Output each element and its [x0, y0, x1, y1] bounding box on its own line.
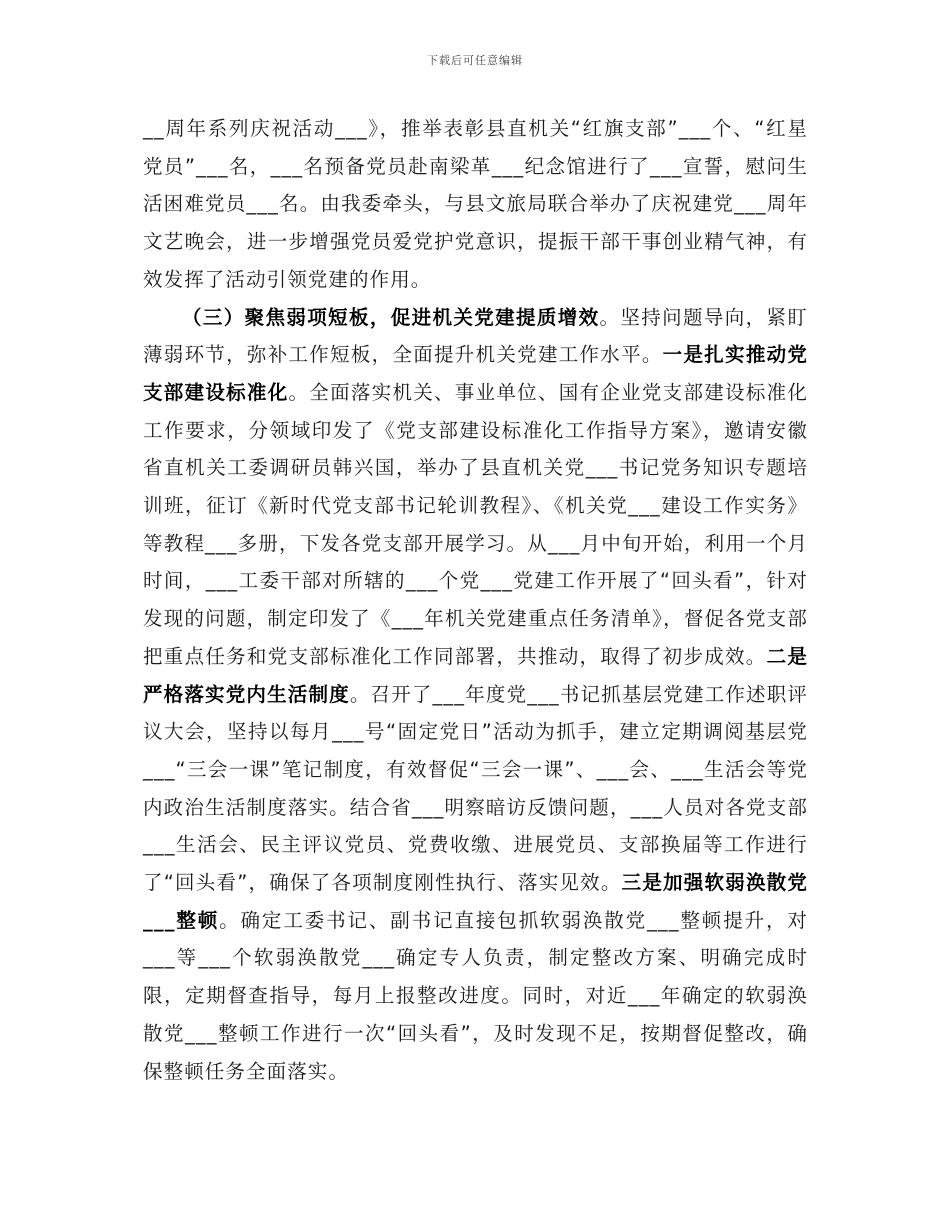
item-3-title: 三是加强软弱涣散党___整顿	[143, 871, 808, 932]
paragraph-celebration: __周年系列庆祝活动___》，推举表彰县直机关“红旗支部”___个、“红星党员”___名，___名预备党员赴南梁革___纪念馆进行了___宣誓，慰问生活困难党员___名。由我委牵头，与县文旅局联合举办了庆祝建党___周年文艺晚会，进一步增强党员爱党护党意识，提振干部干事创业精气神，有效发挥了活动引领党建的作用。	[143, 117, 808, 291]
item-1-text: 。全面落实机关、事业单位、国有企业党支部建设标准化工作要求，分领域印发了《党支部建设标准化工作指导方案》，邀请安徽省直机关工委调研员韩兴国，举办了县直机关党___书记党务知识专题培训班，征订《新时代党支部书记轮训教程》、《机关党___建设工作实务》等教程___多册，下发各党支部开展学习。从___月中旬开始，利用一个月时间，___工委干部对所辖的___个党___党建工作开展了“回头看”，针对发现的问题，制定印发了《___年机关党建重点任务清单》，督促各党支部把重点任务和党支部标准化工作同部署，共推动，取得了初步成效。	[143, 380, 808, 668]
section-3-heading: （三）聚焦弱项短板，促进机关党建提质增效	[182, 305, 600, 329]
section-3-intro: 。坚持问题导向，紧盯薄弱环节，弥补工作短板，全面提升机关党建工作水平。	[143, 305, 808, 367]
item-1-title: 一是扎实推动党支部建设标准化	[143, 343, 808, 404]
item-3-text: 。确定工委书记、副书记直接包抓软弱涣散党___整顿提升，对___等___个软弱涣散党___确定专人负责，制定整改方案、明确完成时限，定期督查指导，每月上报整改进度。同时，对近___年确定的软弱涣散党___整顿工作进行一次“回头看”，及时发现不足，按期督促整改，确保整顿任务全面落实。	[143, 908, 808, 1083]
page-header: 下载后可任意编辑	[427, 54, 523, 67]
document-body	[143, 110, 808, 1090]
item-2-text: 。召开了___年度党___书记抓基层党建工作述职评议大会，坚持以每月___号“固定党日”活动为抓手，建立定期调阅基层党___“三会一课”笔记制度，有效督促“三会一课”、___会、___生活会等党内政治生活制度落实。结合省___明察暗访反馈问题，___人员对各党支部___生活会、民主评议党员、党费收缴、进展党员、支部换届等工作进行了“回头看”，确保了各项制度刚性执行、落实见效。	[143, 682, 808, 895]
paragraph-section-3	[143, 299, 808, 1091]
item-2-title: 二是严格落实党内生活制度	[143, 644, 808, 706]
